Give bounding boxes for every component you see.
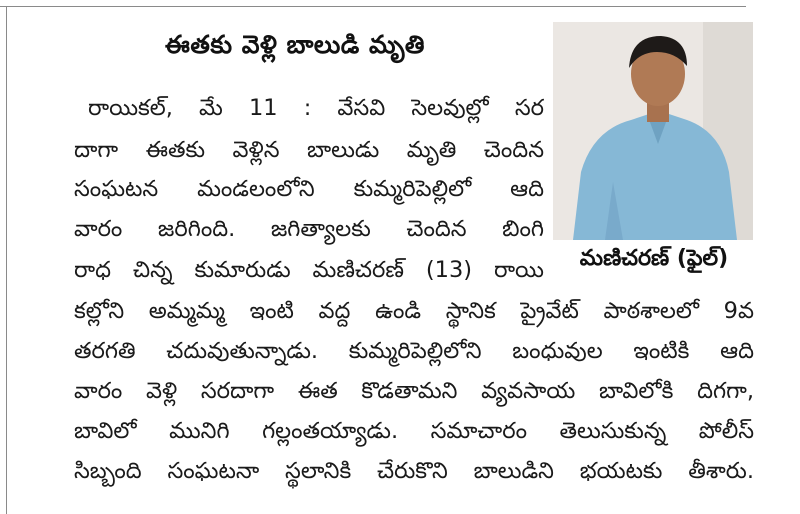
top-divider xyxy=(0,6,746,7)
article-headline: ఈతకు వెళ్లి బాలుడి మృతి xyxy=(165,30,425,59)
photo-caption: మణిచరణ్ (ఫైల్) xyxy=(579,246,729,271)
article-line: రాయికల్, మే 11 : వేసవి సెలవుల్లో సర xyxy=(88,95,544,121)
article-line: రాధ చిన్న కుమారుడు మణిచరణ్ (13) రాయి xyxy=(74,257,544,283)
article-line: సంఘటన మండలంలోని కుమ్మరిపెల్లిలో ఆది xyxy=(74,176,544,202)
boy-photo xyxy=(553,22,753,240)
article-line: తరగతి చదువుతున్నాడు. కుమ్మరిపెల్లిలోని బంధువుల ఇంటికి ఆది xyxy=(74,338,754,364)
article-line: వారం వెళ్లి సరదాగా ఈత కొడతామని వ్యవసాయ బావిలోకి దిగగా, xyxy=(74,378,754,404)
article-line: బావిలో మునిగి గల్లంతయ్యాడు. సమాచారం తెలుసుకున్న పోలీస్ xyxy=(74,418,754,444)
article-line: కల్లోని అమ్మమ్మ ఇంటి వద్ద ఉండి స్థానిక ప్రైవేట్ పాఠశాలలో 9వ xyxy=(74,298,754,324)
article-line: సిబ్బంది సంఘటనా స్థలానికి చేరుకొని బాలుడిని భయటకు తీశారు. xyxy=(74,458,754,484)
person-illustration xyxy=(553,22,753,240)
article-line: దాగా ఈతకు వెళ్లిన బాలుడు మృతి చెందిన xyxy=(74,137,544,163)
left-divider xyxy=(6,6,7,514)
article-line: వారం జరిగింది. జగిత్యాలకు చెందిన బింగి xyxy=(74,216,544,242)
